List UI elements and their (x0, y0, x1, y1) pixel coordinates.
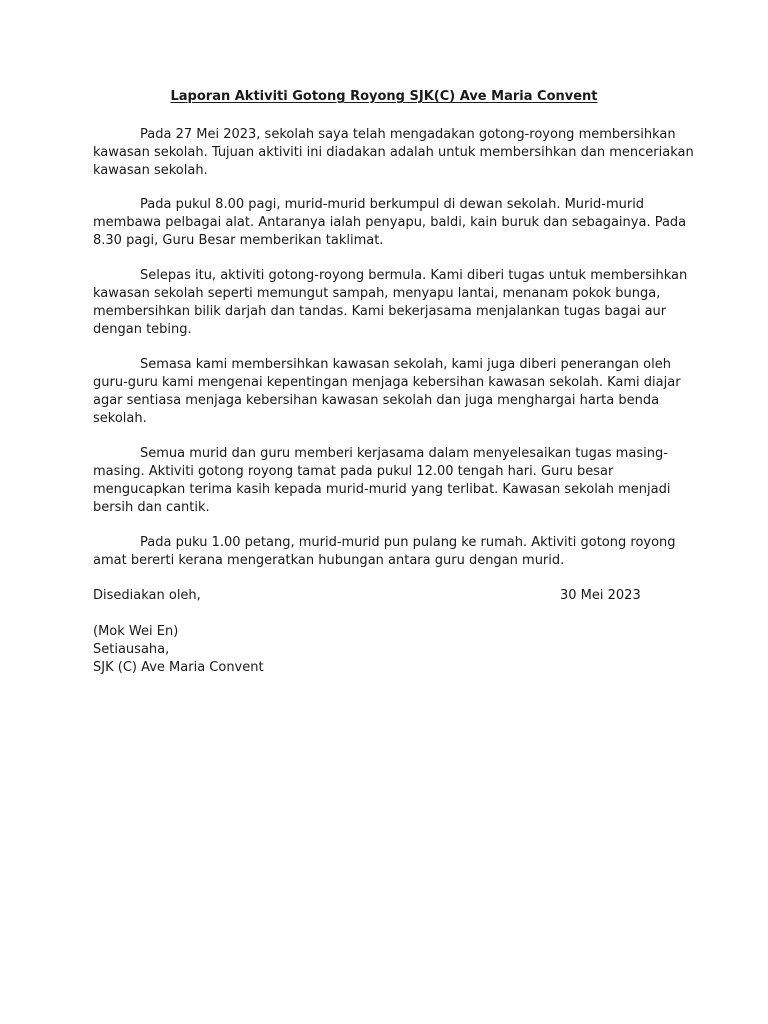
paragraph-6-line-2: amat bererti kerana mengeratkan hubungan antara guru dengan murid. (93, 553, 565, 568)
paragraph-3-line-1: Selepas itu, aktiviti gotong-royong bermula. Kami diberi tugas untuk membersihkan (140, 268, 688, 283)
paragraph-5-line-1: Semua murid dan guru memberi kerjasama dalam menyelesaikan tugas masing- (140, 446, 668, 461)
paragraph-1-line-2: kawasan sekolah. Tujuan aktiviti ini diadakan adalah untuk membersihkan dan menceriakan (93, 145, 694, 160)
title-text: Laporan Aktiviti Gotong Royong SJK(C) Ave Maria Convent (170, 89, 598, 104)
report-date: 30 Mei 2023 (560, 588, 641, 603)
paragraph-2-line-1: Pada pukul 8.00 pagi, murid-murid berkumpul di dewan sekolah. Murid-murid (140, 197, 645, 212)
paragraph-6-line-1: Pada puku 1.00 petang, murid-murid pun pulang ke rumah. Aktiviti gotong royong (140, 535, 676, 550)
paragraph-5-line-3: mengucapkan terima kasih kepada murid-murid yang terlibat. Kawasan sekolah menjadi (93, 482, 671, 497)
document-title (0, 88, 768, 106)
paragraph-2-line-3: 8.30 pagi, Guru Besar memberikan taklimat. (93, 233, 384, 248)
paragraph-4-line-4: sekolah. (93, 411, 147, 426)
paragraph-4-line-3: agar sentiasa menjaga kebersihan kawasan sekolah dan juga menghargai harta benda (93, 393, 660, 408)
signature-name: (Mok Wei En) (93, 624, 179, 639)
signature-position: Setiausaha, (93, 642, 170, 657)
paragraph-2-line-2: membawa pelbagai alat. Antaranya ialah penyapu, baldi, kain buruk dan sebagainya. Pada (93, 215, 687, 230)
paragraph-5-line-4: bersih dan cantik. (93, 500, 210, 515)
prepared-by-label: Disediakan oleh, (93, 588, 201, 603)
paragraph-5-line-2: masing. Aktiviti gotong royong tamat pada pukul 12.00 tengah hari. Guru besar (93, 464, 614, 479)
signature-school: SJK (C) Ave Maria Convent (93, 660, 264, 675)
paragraph-4-line-2: guru-guru kami mengenai kepentingan menjaga kebersihan kawasan sekolah. Kami diajar (93, 375, 681, 390)
paragraph-4-line-1: Semasa kami membersihkan kawasan sekolah, kami juga diberi penerangan oleh (140, 357, 671, 372)
paragraph-1-line-3: kawasan sekolah. (93, 163, 208, 178)
paragraph-3-line-4: dengan tebing. (93, 322, 192, 337)
paragraph-1-line-1: Pada 27 Mei 2023, sekolah saya telah mengadakan gotong-royong membersihkan (140, 127, 676, 142)
paragraph-3-line-3: membersihkan bilik darjah dan tandas. Kami bekerjasama menjalankan tugas bagai aur (93, 304, 667, 319)
paragraph-3-line-2: kawasan sekolah seperti memungut sampah, menyapu lantai, menanam pokok bunga, (93, 286, 661, 301)
